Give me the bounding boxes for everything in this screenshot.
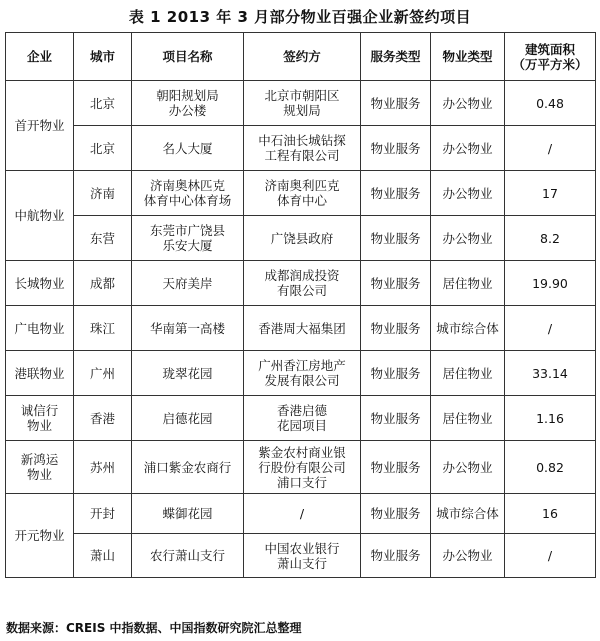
service-cell: 物业服务 [361, 216, 431, 261]
city-cell: 济南 [74, 171, 132, 216]
project-cell: 珑翠花园 [132, 351, 244, 396]
service-cell: 物业服务 [361, 441, 431, 494]
city-cell: 广州 [74, 351, 132, 396]
table-title: 表 1 2013 年 3 月部分物业百强企业新签约项目 [128, 8, 472, 26]
area-cell: 1.16 [505, 396, 596, 441]
service-cell: 物业服务 [361, 261, 431, 306]
service-cell: 物业服务 [361, 494, 431, 534]
party-cell: 广饶县政府 [244, 216, 361, 261]
company-cell: 首开物业 [6, 81, 74, 171]
party-cell: 香港启德 花园项目 [244, 396, 361, 441]
city-cell: 珠江 [74, 306, 132, 351]
city-cell: 苏州 [74, 441, 132, 494]
company-cell: 中航物业 [6, 171, 74, 261]
property-type-cell: 办公物业 [431, 534, 505, 578]
party-cell: / [244, 494, 361, 534]
company-cell: 广电物业 [6, 306, 74, 351]
property-type-cell: 居住物业 [431, 351, 505, 396]
property-type-cell: 居住物业 [431, 261, 505, 306]
company-cell: 长城物业 [6, 261, 74, 306]
area-cell: / [505, 534, 596, 578]
area-cell: 33.14 [505, 351, 596, 396]
table-row [6, 171, 596, 216]
service-cell: 物业服务 [361, 306, 431, 351]
party-cell: 中国农业银行 萧山支行 [244, 534, 361, 578]
party-cell: 济南奥利匹克 体育中心 [244, 171, 361, 216]
project-cell: 华南第一高楼 [132, 306, 244, 351]
table-row [6, 494, 596, 534]
company-cell: 诚信行 物业 [6, 396, 74, 441]
service-cell: 物业服务 [361, 81, 431, 126]
project-cell: 朝阳规划局 办公楼 [132, 81, 244, 126]
property-type-cell: 居住物业 [431, 396, 505, 441]
property-type-cell: 办公物业 [431, 126, 505, 171]
service-cell: 物业服务 [361, 126, 431, 171]
table-row [6, 126, 596, 171]
header-area: 建筑面积 （万平方米） [505, 33, 596, 81]
party-cell: 成都润成投资 有限公司 [244, 261, 361, 306]
area-cell: 0.82 [505, 441, 596, 494]
property-type-cell: 办公物业 [431, 216, 505, 261]
service-cell: 物业服务 [361, 171, 431, 216]
header-row [6, 33, 596, 81]
area-cell: 8.2 [505, 216, 596, 261]
project-cell: 济南奥林匹克 体育中心体育场 [132, 171, 244, 216]
city-cell: 成都 [74, 261, 132, 306]
table-row [6, 81, 596, 126]
header-city: 城市 [74, 33, 132, 81]
area-cell: 19.90 [505, 261, 596, 306]
project-cell: 农行萧山支行 [132, 534, 244, 578]
project-cell: 蝶御花园 [132, 494, 244, 534]
header-party: 签约方 [244, 33, 361, 81]
area-cell: / [505, 126, 596, 171]
area-cell: 0.48 [505, 81, 596, 126]
property-type-cell: 城市综合体 [431, 306, 505, 351]
project-cell: 启德花园 [132, 396, 244, 441]
table-row [6, 216, 596, 261]
company-cell: 新鸿运 物业 [6, 441, 74, 494]
header-project: 项目名称 [132, 33, 244, 81]
city-cell: 香港 [74, 396, 132, 441]
area-cell: / [505, 306, 596, 351]
party-cell: 广州香江房地产 发展有限公司 [244, 351, 361, 396]
city-cell: 东营 [74, 216, 132, 261]
party-cell: 香港周大福集团 [244, 306, 361, 351]
header-service: 服务类型 [361, 33, 431, 81]
service-cell: 物业服务 [361, 534, 431, 578]
table-row [6, 351, 596, 396]
city-cell: 萧山 [74, 534, 132, 578]
table-row [6, 306, 596, 351]
company-cell: 港联物业 [6, 351, 74, 396]
header-company: 企业 [6, 33, 74, 81]
party-cell: 紫金农村商业银 行股份有限公司 浦口支行 [244, 441, 361, 494]
header-property-type: 物业类型 [431, 33, 505, 81]
data-source-note: 数据来源：CREIS 中指数据、中国指数研究院汇总整理 [6, 621, 302, 635]
property-type-cell: 城市综合体 [431, 494, 505, 534]
projects-table [5, 32, 596, 578]
project-cell: 天府美岸 [132, 261, 244, 306]
table-row [6, 261, 596, 306]
company-cell: 开元物业 [6, 494, 74, 578]
property-type-cell: 办公物业 [431, 171, 505, 216]
project-cell: 名人大厦 [132, 126, 244, 171]
project-cell: 浦口紫金农商行 [132, 441, 244, 494]
city-cell: 北京 [74, 126, 132, 171]
party-cell: 中石油长城钻探 工程有限公司 [244, 126, 361, 171]
party-cell: 北京市朝阳区 规划局 [244, 81, 361, 126]
area-cell: 16 [505, 494, 596, 534]
table-row [6, 534, 596, 578]
table-row [6, 396, 596, 441]
service-cell: 物业服务 [361, 351, 431, 396]
city-cell: 开封 [74, 494, 132, 534]
area-cell: 17 [505, 171, 596, 216]
service-cell: 物业服务 [361, 396, 431, 441]
city-cell: 北京 [74, 81, 132, 126]
table-row [6, 441, 596, 494]
property-type-cell: 办公物业 [431, 441, 505, 494]
project-cell: 东莞市广饶县 乐安大厦 [132, 216, 244, 261]
property-type-cell: 办公物业 [431, 81, 505, 126]
